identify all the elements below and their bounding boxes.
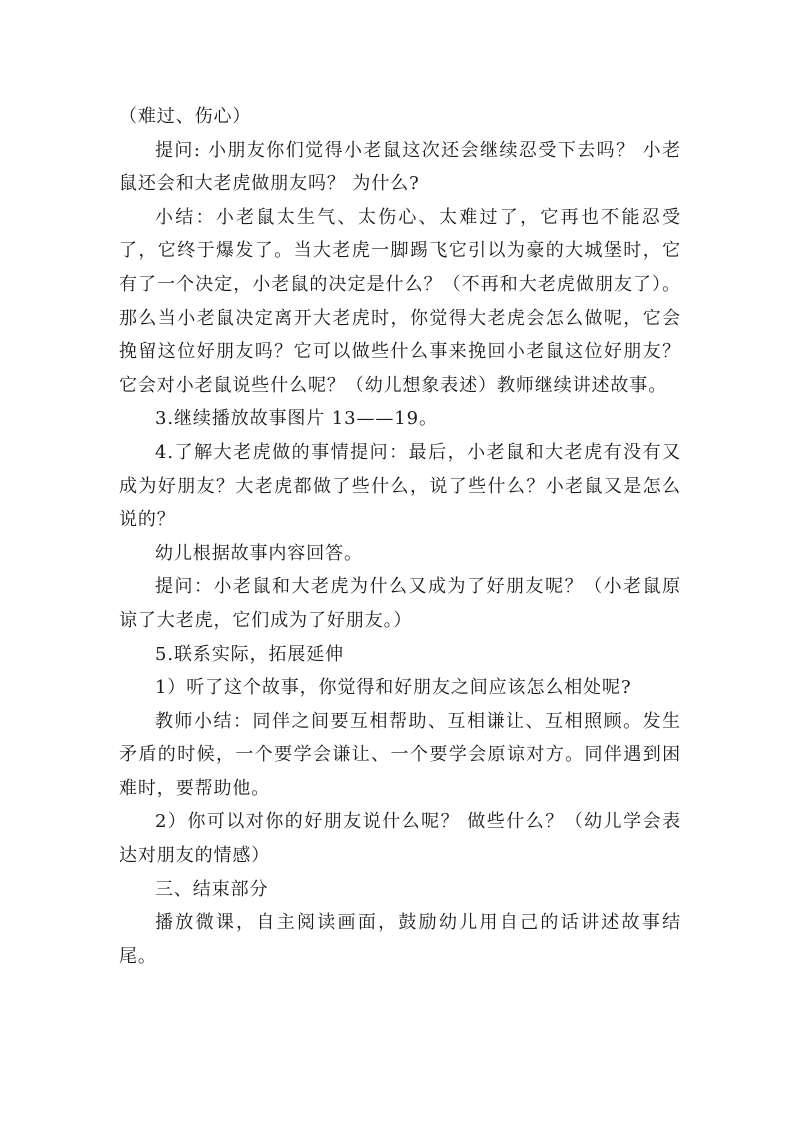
paragraph-question-friends-again: 提问：小老鼠和大老虎为什么又成为了好朋友呢？（小老鼠原谅了大老虎，它们成为了好朋友。） <box>119 576 681 631</box>
paragraph-final-activity: 播放微课，自主阅读画面，鼓励幼儿用自己的话讲述故事结尾。 <box>119 912 681 967</box>
paragraph-children-answer: 幼儿根据故事内容回答。 <box>155 542 363 564</box>
paragraph-answer-sad: （难过、伤心） <box>119 106 252 127</box>
paragraph-step-3: 3.继续播放故事图片 13——19。 <box>155 408 438 430</box>
paragraph-step-4: 4.了解大老虎做的事情提问：最后，小老鼠和大老虎有没有又成为好朋友？大老虎都做了些什么，说了些什么？小老鼠又是怎么说的？ <box>119 441 681 531</box>
paragraph-question-endure: 提问: 小朋友你们觉得小老鼠这次还会继续忍受下去吗？ 小老鼠还会和大老虎做朋友吗？ 为什么? <box>119 139 681 195</box>
paragraph-summary-decision: 小结：小老鼠太生气、太伤心、太难过了，它再也不能忍受了，它终于爆发了。当大老虎一脚踢飞它引以为豪的大城堡时，它有了一个决定，小老鼠的决定是什么？（不再和大老虎做朋友了）。那么当小老鼠决定离开大老虎时，你觉得大老虎会怎么做呢，它会挽留这位好朋友吗？它可以做些什么事来挽回小老鼠这位好朋友？它会对小老鼠说些什么呢？（幼儿想象表述）教师继续讲述故事。 <box>119 206 681 396</box>
paragraph-teacher-summary: 教师小结：同伴之间要互相帮助、互相谦让、互相照顾。发生矛盾的时候，一个要学会谦让、一个要学会原谅对方。同伴遇到困难时，要帮助他。 <box>119 710 681 799</box>
paragraph-section-ending: 三、结束部分 <box>155 878 269 900</box>
paragraph-item-2: 2）你可以对你的好朋友说什么呢？ 做些什么？（幼儿学会表达对朋友的情感） <box>119 811 681 867</box>
document-body <box>119 100 681 973</box>
paragraph-item-1: 1）听了这个故事，你觉得和好朋友之间应该怎么相处呢? <box>155 677 632 699</box>
paragraph-step-5-heading: 5.联系实际，拓展延伸 <box>155 643 345 665</box>
